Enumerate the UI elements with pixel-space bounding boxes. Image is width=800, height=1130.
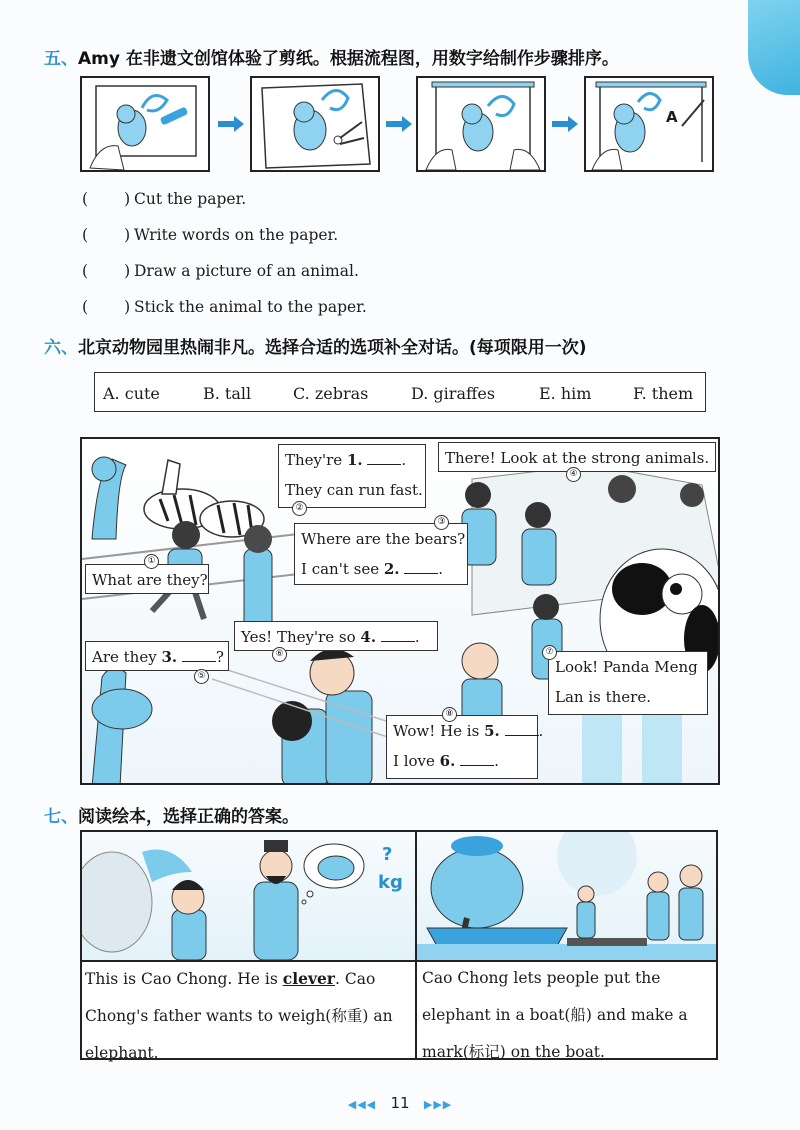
answer-blank-2[interactable] bbox=[404, 559, 438, 574]
arrow-right-icon bbox=[552, 116, 578, 132]
page-footer bbox=[0, 1094, 800, 1112]
bubble-5: Yes! They're so 4. . bbox=[234, 621, 438, 651]
marker-7: ⑦ bbox=[542, 645, 557, 660]
step-text: Stick the animal to the paper. bbox=[134, 298, 367, 316]
right-marks: ▶▶▶ bbox=[423, 1098, 453, 1111]
section6-heading bbox=[44, 333, 587, 358]
marker-3: ③ bbox=[434, 515, 449, 530]
answer-blank-4[interactable] bbox=[381, 627, 415, 642]
section5-heading bbox=[44, 44, 619, 69]
section7-number: 七、 bbox=[44, 807, 78, 827]
options-box bbox=[94, 372, 706, 412]
flow-panel-cut bbox=[250, 76, 380, 172]
panel-letter: A bbox=[666, 108, 678, 126]
flow-panel-draw bbox=[80, 76, 210, 172]
step-row: ( ) Draw a picture of an animal. bbox=[82, 262, 359, 280]
step-text: Draw a picture of an animal. bbox=[134, 262, 359, 280]
option-e: E. him bbox=[539, 384, 592, 403]
answer-blank-6[interactable] bbox=[460, 751, 494, 766]
marker-2: ② bbox=[292, 501, 307, 516]
arrow-right-icon bbox=[218, 116, 244, 132]
section5-title: Amy 在非遗文创馆体验了剪纸。根据流程图，用数字给制作步骤排序。 bbox=[78, 49, 619, 69]
thought-unit: kg bbox=[378, 872, 403, 893]
step-row: ( ) Cut the paper. bbox=[82, 190, 247, 208]
zoo-scene bbox=[80, 437, 720, 785]
story-text-1: This is Cao Chong. He is clever. Cao Chong's father wants to weigh(称重) an elephant. bbox=[85, 969, 393, 1062]
story-picture-1 bbox=[82, 832, 415, 962]
story-divider bbox=[415, 832, 417, 1058]
marker-1: ① bbox=[144, 554, 159, 569]
story-picture-2 bbox=[417, 832, 716, 962]
story-text-2: Cao Chong lets people put the elephant in a boat(船) and make a mark(标记) on the boat. bbox=[422, 969, 688, 1061]
bubble-2: There! Look at the strong animals. bbox=[438, 442, 716, 472]
bubble-1: They're 1. . They can run fast. bbox=[278, 444, 426, 508]
arrow-right-icon bbox=[386, 116, 412, 132]
section7-title: 阅读绘本，选择正确的答案。 bbox=[78, 807, 299, 827]
bubble-3: Where are the bears? I can't see 2. . bbox=[294, 523, 468, 585]
option-c: C. zebras bbox=[293, 384, 369, 403]
picture-book bbox=[80, 830, 718, 1060]
step-text: Cut the paper. bbox=[134, 190, 247, 208]
answer-blank-1[interactable] bbox=[367, 450, 401, 465]
section6-number: 六、 bbox=[44, 338, 78, 358]
marker-8: ⑧ bbox=[442, 707, 457, 722]
left-marks: ◀◀◀ bbox=[347, 1098, 377, 1111]
option-a: A. cute bbox=[103, 384, 160, 403]
papercut-flow bbox=[80, 76, 720, 174]
step-text: Write words on the paper. bbox=[134, 226, 339, 244]
bubble-8: Wow! He is 5. . I love 6. . bbox=[386, 715, 538, 779]
option-f: F. them bbox=[633, 384, 694, 403]
thought-question: ? bbox=[382, 844, 393, 865]
marker-6: ⑥ bbox=[272, 647, 287, 662]
bubble-7: Look! Panda Meng Lan is there. bbox=[548, 651, 708, 715]
bubble-4: What are they? bbox=[85, 564, 209, 594]
step-row: ( ) Stick the animal to the paper. bbox=[82, 298, 367, 316]
section5-number: 五、 bbox=[44, 49, 78, 69]
answer-blank-5[interactable] bbox=[505, 721, 539, 736]
section6-title: 北京动物园里热闹非凡。选择合适的选项补全对话。(每项限用一次) bbox=[78, 338, 587, 358]
answer-blank-3[interactable] bbox=[182, 647, 216, 662]
option-d: D. giraffes bbox=[411, 384, 496, 403]
flow-panel-write bbox=[584, 76, 714, 172]
option-b: B. tall bbox=[203, 384, 252, 403]
step-row: ( ) Write words on the paper. bbox=[82, 226, 339, 244]
marker-5: ⑤ bbox=[194, 669, 209, 684]
section7-heading bbox=[44, 802, 299, 827]
flow-panel-stick bbox=[416, 76, 546, 172]
bubble-6: Are they 3. ? bbox=[85, 641, 229, 671]
corner-decoration bbox=[748, 0, 800, 95]
keyword-clever: clever bbox=[282, 969, 335, 988]
marker-4: ④ bbox=[566, 467, 581, 482]
page-number: 11 bbox=[390, 1094, 410, 1112]
